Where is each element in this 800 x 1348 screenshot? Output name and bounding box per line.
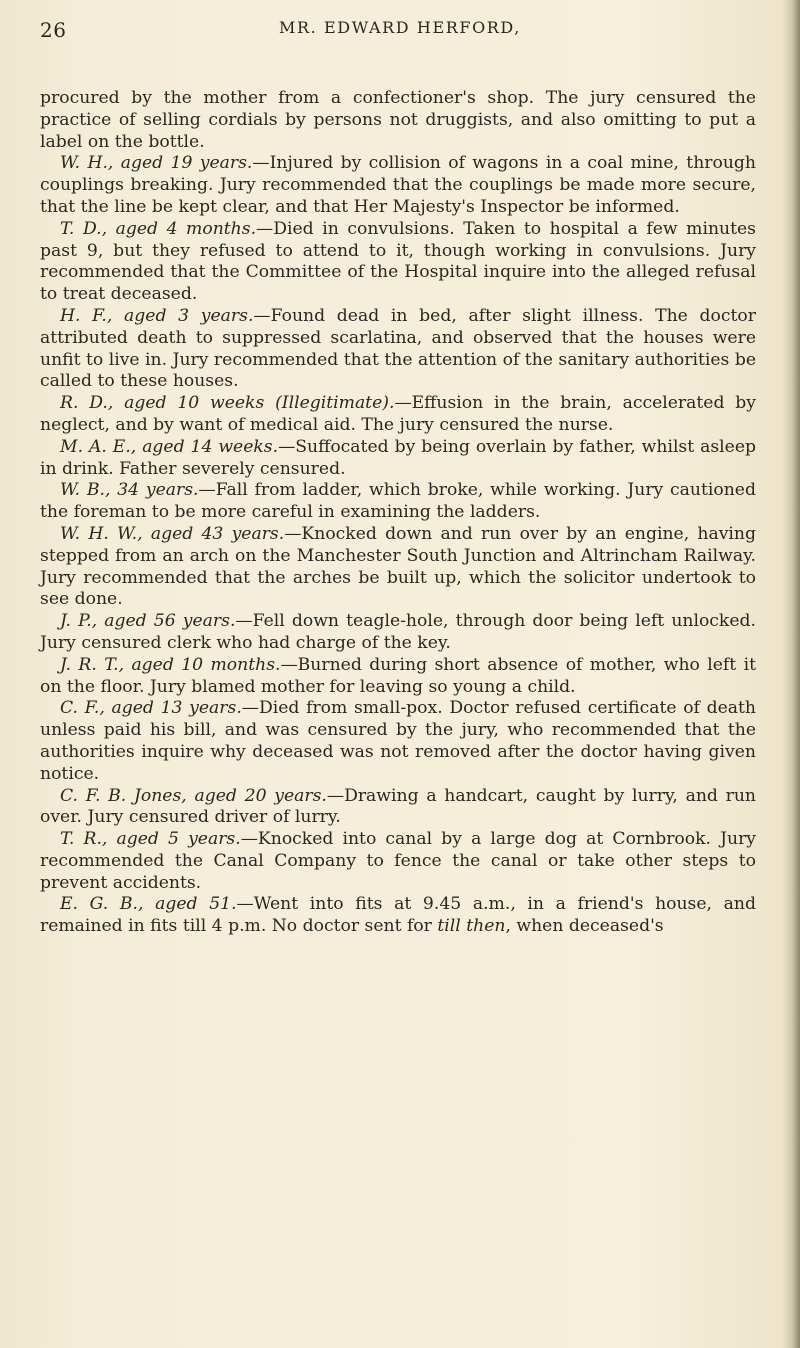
inquest-entry bbox=[40, 698, 756, 785]
entry-text: —Died from small-pox. Doctor refused certificate of death unless paid his bill, and was censured by the jury, who recommended that the authorities inquire why deceased was not removed after the doctor having given notice. bbox=[40, 698, 756, 784]
entry-subject: J. R. T., aged 10 months. bbox=[60, 654, 281, 675]
entry-text: —Fall from ladder, which broke, while working. Jury cautioned the foreman to be more careful in examining the ladders. bbox=[40, 480, 756, 523]
inquest-entry bbox=[40, 894, 756, 938]
inquest-entry bbox=[40, 829, 756, 894]
entry-subject: W. H., aged 19 years. bbox=[60, 153, 253, 174]
inquest-entry bbox=[40, 219, 756, 306]
inquest-entry bbox=[40, 153, 756, 218]
inquest-entry bbox=[40, 524, 756, 611]
inquest-entry bbox=[40, 611, 756, 655]
entry-text: —Went into fits at 9.45 a.m., in a friend's house, and remained in fits till 4 p.m. No doctor sent for bbox=[40, 894, 756, 937]
intro-paragraph: procured by the mother from a confectioner's shop. The jury censured the practice of selling cordials by persons not druggists, and also omitting to put a label on the bottle. bbox=[40, 88, 756, 152]
inquest-entry bbox=[40, 306, 756, 393]
inquest-entry bbox=[40, 655, 756, 699]
entry-text: —Fell down teagle-hole, through door being left unlocked. Jury censured clerk who had charge of the key. bbox=[40, 611, 756, 653]
running-head bbox=[40, 8, 760, 48]
entry-text: —Knocked into canal by a large dog at Cornbrook. Jury recommended the Canal Company to fence the canal or take other steps to prevent accidents. bbox=[40, 829, 756, 893]
entry-text: —Drawing a handcart, caught by lurry, and run over. Jury censured driver of lurry. bbox=[40, 785, 756, 828]
entry-subject: C. F. B. Jones, aged 20 years. bbox=[60, 785, 327, 806]
entry-subject: T. R., aged 5 years. bbox=[60, 829, 241, 850]
inquest-entry bbox=[40, 437, 756, 481]
entry-subject: H. F., aged 3 years. bbox=[60, 305, 254, 326]
entry-subject: W. H. W., aged 43 years. bbox=[60, 523, 285, 544]
entry-subject: R. D., aged 10 weeks (Illegitimate). bbox=[60, 393, 395, 414]
entry-subject: M. A. E., aged 14 weeks. bbox=[60, 436, 279, 457]
entry-subject: T. D., aged 4 months. bbox=[60, 218, 257, 239]
entry-text: —Effusion in the brain, accelerated by neglect, and by want of medical aid. The jury censured the nurse. bbox=[40, 393, 756, 435]
entry-text: —Injured by collision of wagons in a coal mine, through couplings breaking. Jury recommended that the couplings be made more secure, that the line be kept clear, and that Her Majesty's Inspector be informed. bbox=[40, 153, 756, 217]
entry-subject: E. G. B., aged 51. bbox=[60, 894, 237, 915]
page-number: 26 bbox=[40, 18, 67, 42]
entry-subject: J. P., aged 56 years. bbox=[60, 611, 236, 632]
entry-text: —Died in convulsions. Taken to hospital a few minutes past 9, but they refused to attend to it, though working in convulsions. Jury recommended that the Committee of the Hospital inquire into the alleged refusal to treat deceased. bbox=[40, 218, 757, 305]
inquest-entry bbox=[40, 786, 756, 830]
entry-subject: C. F., aged 13 years. bbox=[60, 698, 242, 719]
page-binding-shadow bbox=[782, 0, 800, 1348]
entry-text: —Suffocated by being overlain by father, whilst asleep in drink. Father severely censured. bbox=[40, 436, 756, 479]
inquest-entry bbox=[40, 480, 756, 524]
entry-emphasis: till then bbox=[437, 916, 506, 937]
body-text bbox=[40, 88, 756, 938]
running-title: MR. EDWARD HERFORD, bbox=[279, 18, 521, 37]
entry-text: —Knocked down and run over by an engine, having stepped from an arch on the Manchester South Junction and Altrincham Railway. Jury recommended that the arches be built up, which the solicitor undertook to see done. bbox=[40, 523, 757, 610]
entry-text: —Burned during short absence of mother, who left it on the floor. Jury blamed mother for leaving so young a child. bbox=[40, 654, 756, 697]
entry-subject: W. B., 34 years. bbox=[60, 480, 199, 501]
inquest-entry bbox=[40, 393, 756, 437]
entry-text: —Found dead in bed, after slight illness. The doctor attributed death to suppressed scarlatina, and observed that the houses were unfit to live in. Jury recommended that the attention of the sanitary authorities be called to these houses. bbox=[40, 305, 756, 392]
entry-text-tail: , when deceased's bbox=[505, 916, 664, 937]
